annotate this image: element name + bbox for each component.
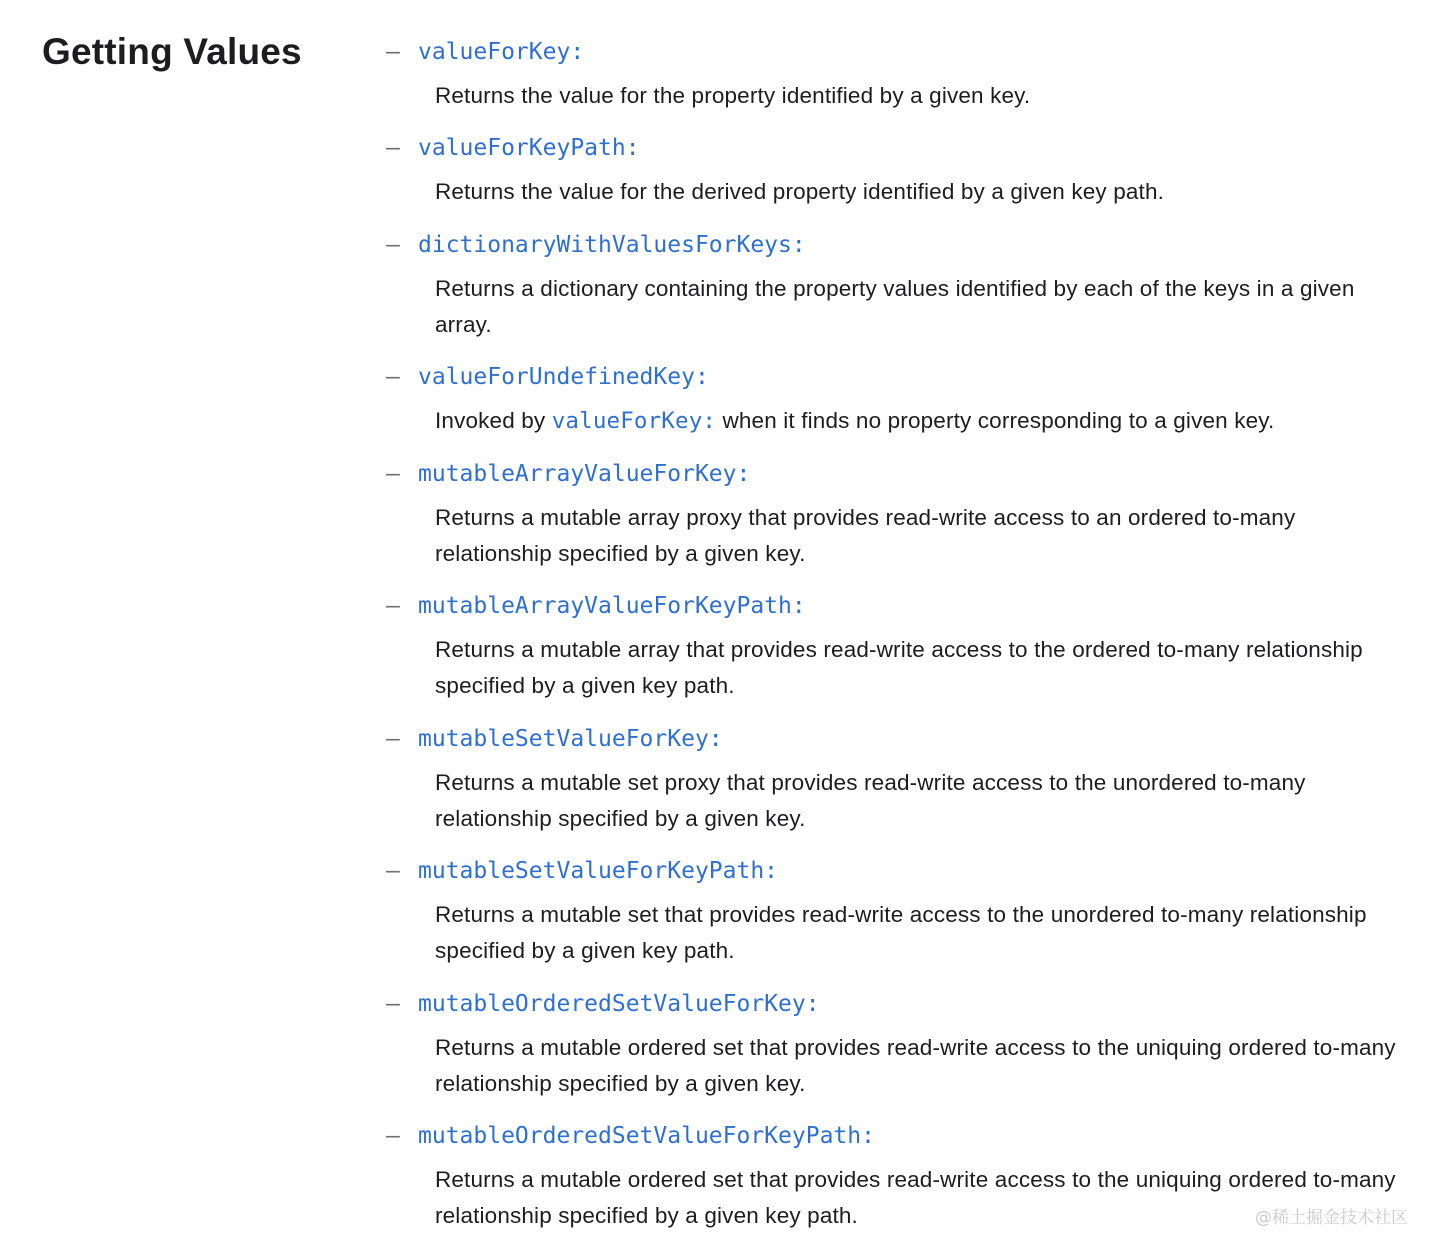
symbol-link-mutableOrderedSetValueForKeyPath[interactable]: mutableOrderedSetValueForKeyPath: bbox=[418, 1123, 875, 1149]
topic-signature bbox=[386, 1119, 1416, 1153]
symbol-link-dictionaryWithValuesForKeys[interactable]: dictionaryWithValuesForKeys: bbox=[418, 232, 806, 258]
topic-item bbox=[386, 228, 1416, 343]
topic-item bbox=[386, 457, 1416, 572]
topic-abstract: Returns the value for the property identified by a given key. bbox=[435, 83, 1031, 108]
watermark: @稀土掘金技术社区 bbox=[1255, 1208, 1408, 1228]
symbol-link-mutableOrderedSetValueForKey[interactable]: mutableOrderedSetValueForKey: bbox=[418, 991, 820, 1017]
dash: – bbox=[386, 593, 400, 619]
dash: – bbox=[386, 39, 400, 65]
topic-item bbox=[386, 131, 1416, 210]
topic-signature bbox=[386, 35, 1416, 69]
topic-abstract: Returns a mutable array that provides read-write access to the ordered to-many relationship specified by a given key path. bbox=[435, 637, 1363, 698]
topic-signature bbox=[386, 854, 1416, 888]
dash: – bbox=[386, 858, 400, 884]
topic-item bbox=[386, 589, 1416, 704]
topic-item bbox=[386, 722, 1416, 837]
topic-abstract: Returns a mutable set that provides read-write access to the unordered to-many relationship specified by a given key path. bbox=[435, 902, 1367, 963]
symbol-link-valueForUndefinedKey[interactable]: valueForUndefinedKey: bbox=[418, 364, 709, 390]
symbol-link-valueForKey[interactable]: valueForKey: bbox=[418, 39, 585, 65]
topic-item bbox=[386, 987, 1416, 1102]
topic-item bbox=[386, 854, 1416, 969]
abstract-prefix: Invoked by bbox=[435, 408, 552, 433]
abstract-suffix: when it finds no property corresponding to a given key. bbox=[716, 408, 1275, 433]
topic-signature bbox=[386, 228, 1416, 262]
topic-signature bbox=[386, 131, 1416, 165]
topic-signature bbox=[386, 722, 1416, 756]
topic-item bbox=[386, 35, 1416, 114]
topic-abstract bbox=[435, 403, 1405, 439]
dash: – bbox=[386, 461, 400, 487]
topic-abstract: Returns the value for the derived property identified by a given key path. bbox=[435, 179, 1165, 204]
section-title: Getting Values bbox=[42, 31, 302, 72]
dash: – bbox=[386, 364, 400, 390]
symbol-link-mutableSetValueForKey[interactable]: mutableSetValueForKey: bbox=[418, 726, 723, 752]
topic-signature bbox=[386, 589, 1416, 623]
topic-item bbox=[386, 360, 1416, 439]
dash: – bbox=[386, 991, 400, 1017]
symbol-link-mutableArrayValueForKey[interactable]: mutableArrayValueForKey: bbox=[418, 461, 751, 487]
inline-symbol-link[interactable]: valueForKey: bbox=[551, 408, 717, 434]
symbol-link-valueForKeyPath[interactable]: valueForKeyPath: bbox=[418, 135, 640, 161]
topic-signature bbox=[386, 360, 1416, 394]
topic-abstract: Returns a dictionary containing the property values identified by each of the keys in a given array. bbox=[435, 276, 1355, 337]
topic-abstract: Returns a mutable ordered set that provides read-write access to the uniquing ordered to-many relationship specified by a given key. bbox=[435, 1035, 1396, 1096]
topic-abstract: Returns a mutable set proxy that provides read-write access to the unordered to-many relationship specified by a given key. bbox=[435, 770, 1306, 831]
dash: – bbox=[386, 135, 400, 161]
topic-signature bbox=[386, 987, 1416, 1021]
topic-abstract: Returns a mutable array proxy that provides read-write access to an ordered to-many relationship specified by a given key. bbox=[435, 505, 1296, 566]
topic-abstract: Returns a mutable ordered set that provides read-write access to the uniquing ordered to-many relationship specified by a given key path. bbox=[435, 1167, 1396, 1228]
dash: – bbox=[386, 726, 400, 752]
symbol-link-mutableArrayValueForKeyPath[interactable]: mutableArrayValueForKeyPath: bbox=[418, 593, 806, 619]
symbol-link-mutableSetValueForKeyPath[interactable]: mutableSetValueForKeyPath: bbox=[418, 858, 779, 884]
dash: – bbox=[386, 1123, 400, 1149]
topic-signature bbox=[386, 457, 1416, 491]
dash: – bbox=[386, 232, 400, 258]
